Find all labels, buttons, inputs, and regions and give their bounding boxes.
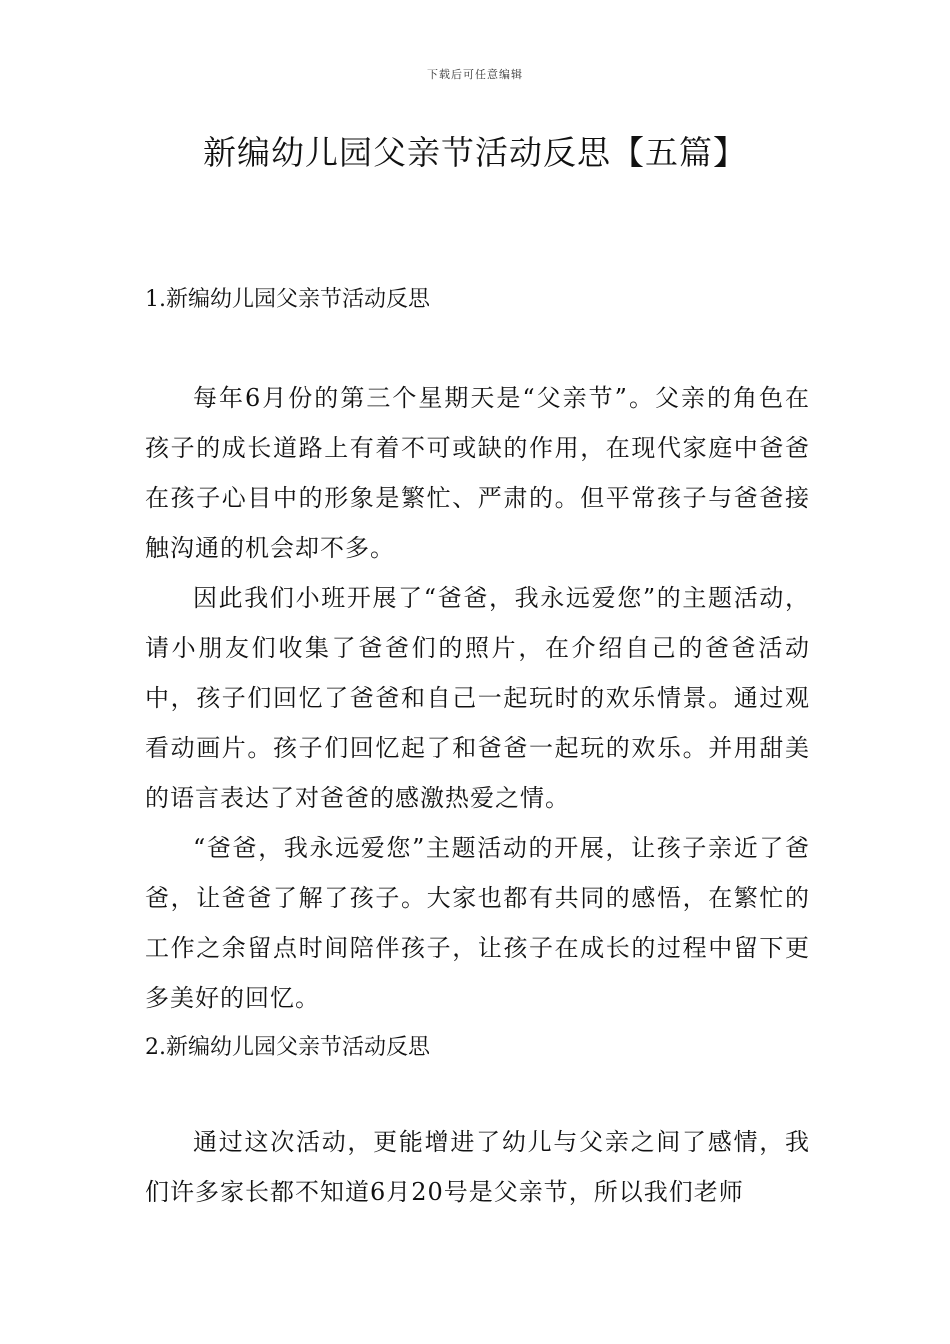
paragraph: 因此我们小班开展了“爸爸，我永远爱您”的主题活动，请小朋友们收集了爸爸们的照片，在介绍自己的爸爸活动中，孩子们回忆了爸爸和自己一起玩时的欢乐情景。通过观看动画片。孩子们回忆起了和爸爸一起玩的欢乐。并用甜美的语言表达了对爸爸的感激热爱之情。 (145, 584, 810, 812)
paragraph: 通过这次活动，更能增进了幼儿与父亲之间了感情，我们许多家长都不知道6月20号是父亲节，所以我们老师 (145, 1128, 810, 1206)
section-2-body (145, 1117, 810, 1217)
header-note: 下载后可任意编辑 (427, 68, 523, 81)
section-heading: 2.新编幼儿园父亲节活动反思 (145, 1035, 430, 1060)
section-1 (145, 275, 810, 325)
paragraph: “爸爸，我永远爱您”主题活动的开展，让孩子亲近了爸爸，让爸爸了解了孩子。大家也都有共同的感悟，在繁忙的工作之余留点时间陪伴孩子，让孩子在成长的过程中留下更多美好的回忆。 (145, 834, 810, 1012)
document-title: 新编幼儿园父亲节活动反思【五篇】 (203, 133, 747, 172)
section-heading: 1.新编幼儿园父亲节活动反思 (145, 287, 430, 312)
section-1-body (145, 373, 810, 1073)
paragraph: 每年6月份的第三个星期天是“父亲节”。父亲的角色在孩子的成长道路上有着不可或缺的作用，在现代家庭中爸爸在孩子心目中的形象是繁忙、严肃的。但平常孩子与爸爸接触沟通的机会却不多。 (145, 384, 810, 562)
